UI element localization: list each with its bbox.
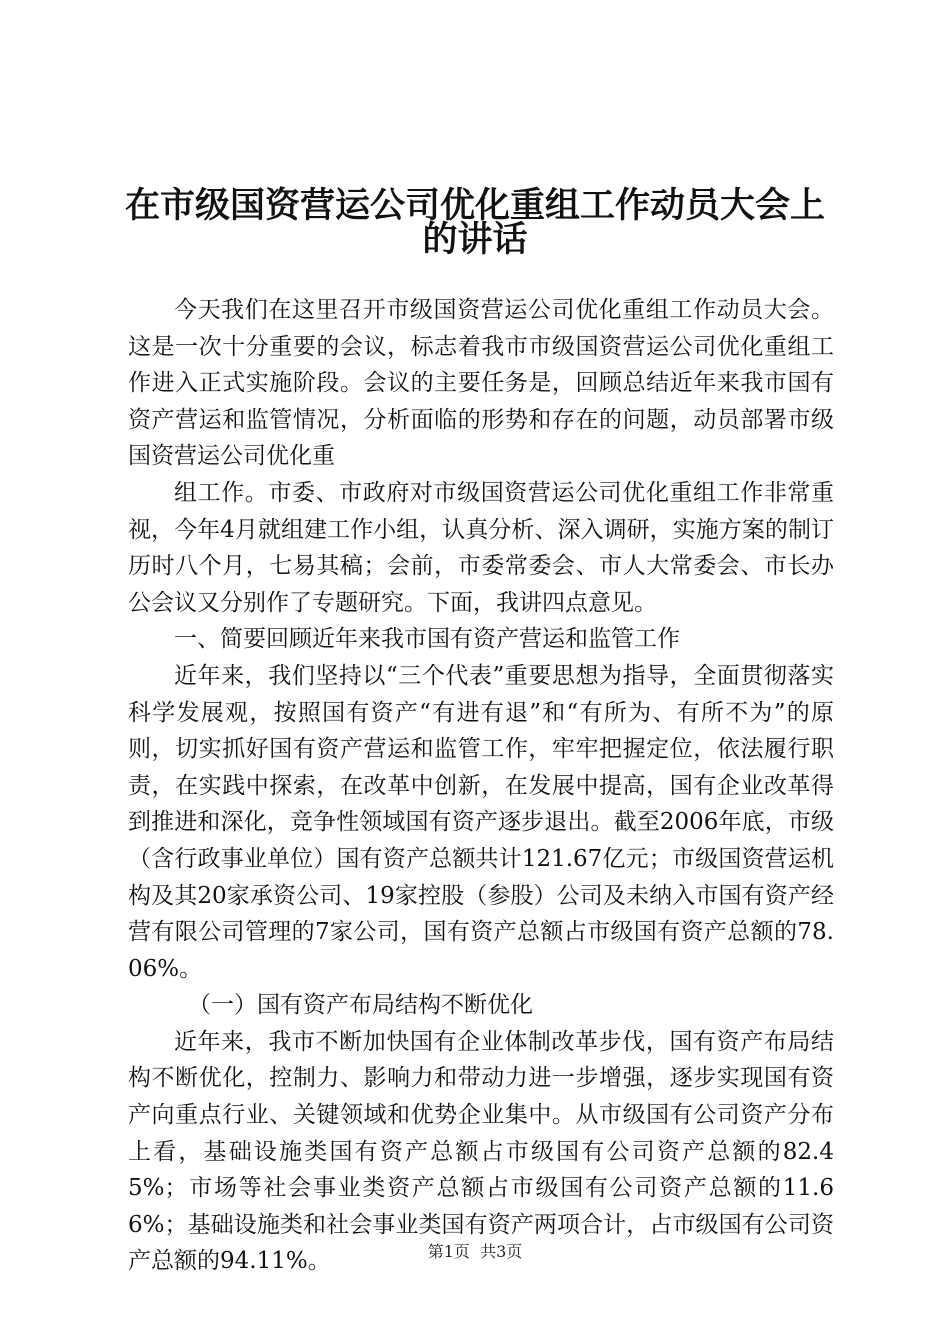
page-footer <box>0 1242 950 1262</box>
page-total: 共3页 <box>480 1242 523 1261</box>
paragraph-intro-continued: 组工作。市委、市政府对市级国资营运公司优化重组工作非常重视，今年4月就组建工作小组，认真分析、深入调研，实施方案的制订历时八个月，七易其稿；会前，市委常委会、市人大常委会、市长办公会议又分别作了专题研究。下面，我讲四点意见。 <box>128 479 834 616</box>
document-title-line1: 在市级国资营运公司优化重组工作动员大会上 <box>124 186 825 226</box>
paragraph-subsection-1: 近年来，我市不断加快国有企业体制改革步伐，国有资产布局结构不断优化，控制力、影响力和带动力进一步增强，逐步实现国有资产向重点行业、关键领域和优势企业集中。从市级国有公司资产分布上看，基础设施类国有资产总额占市级国有公司资产总额的82.45%；市场等社会事业类资产总额占市级国有公司资产总额的11.66%；基础设施类和社会事业类国有资产两项合计，占市级国有公司资产总额的94.11%。 <box>128 1028 834 1275</box>
paragraph-section-1: 近年来，我们坚持以“三个代表”重要思想为指导，全面贯彻落实科学发展观，按照国有资产“有进有退”和“有所为、有所不为”的原则，切实抓好国有资产营运和监管工作，牢牢把握定位，依法履行职责，在实践中探索，在改革中创新，在发展中提高，国有企业改革得到推进和深化，竞争性领域国有资产逐步退出。截至2006年底，市级（含行政事业单位）国有资产总额共计121.67亿元；市级国资营运机构及其20家承资公司、19家控股（参股）公司及未纳入市国有资产经营有限公司管理的7家公司，国有资产总额占市级国有资产总额的78.06%。 <box>128 662 834 982</box>
page-number: 第1页 <box>427 1242 470 1261</box>
document-body <box>128 292 834 1280</box>
section-heading-1: 一、简要回顾近年来我市国有资产营运和监管工作 <box>174 626 680 653</box>
subsection-heading-1: （一）国有资产布局结构不断优化 <box>188 992 533 1019</box>
document-title-line2: 的讲话 <box>422 220 528 260</box>
paragraph-intro: 今天我们在这里召开市级国资营运公司优化重组工作动员大会。这是一次十分重要的会议，标志着我市市级国资营运公司优化重组工作进入正式实施阶段。会议的主要任务是，回顾总结近年来我市国有资产营运和监管情况，分析面临的形势和存在的问题，动员部署市级国资营运公司优化重 <box>128 297 834 470</box>
